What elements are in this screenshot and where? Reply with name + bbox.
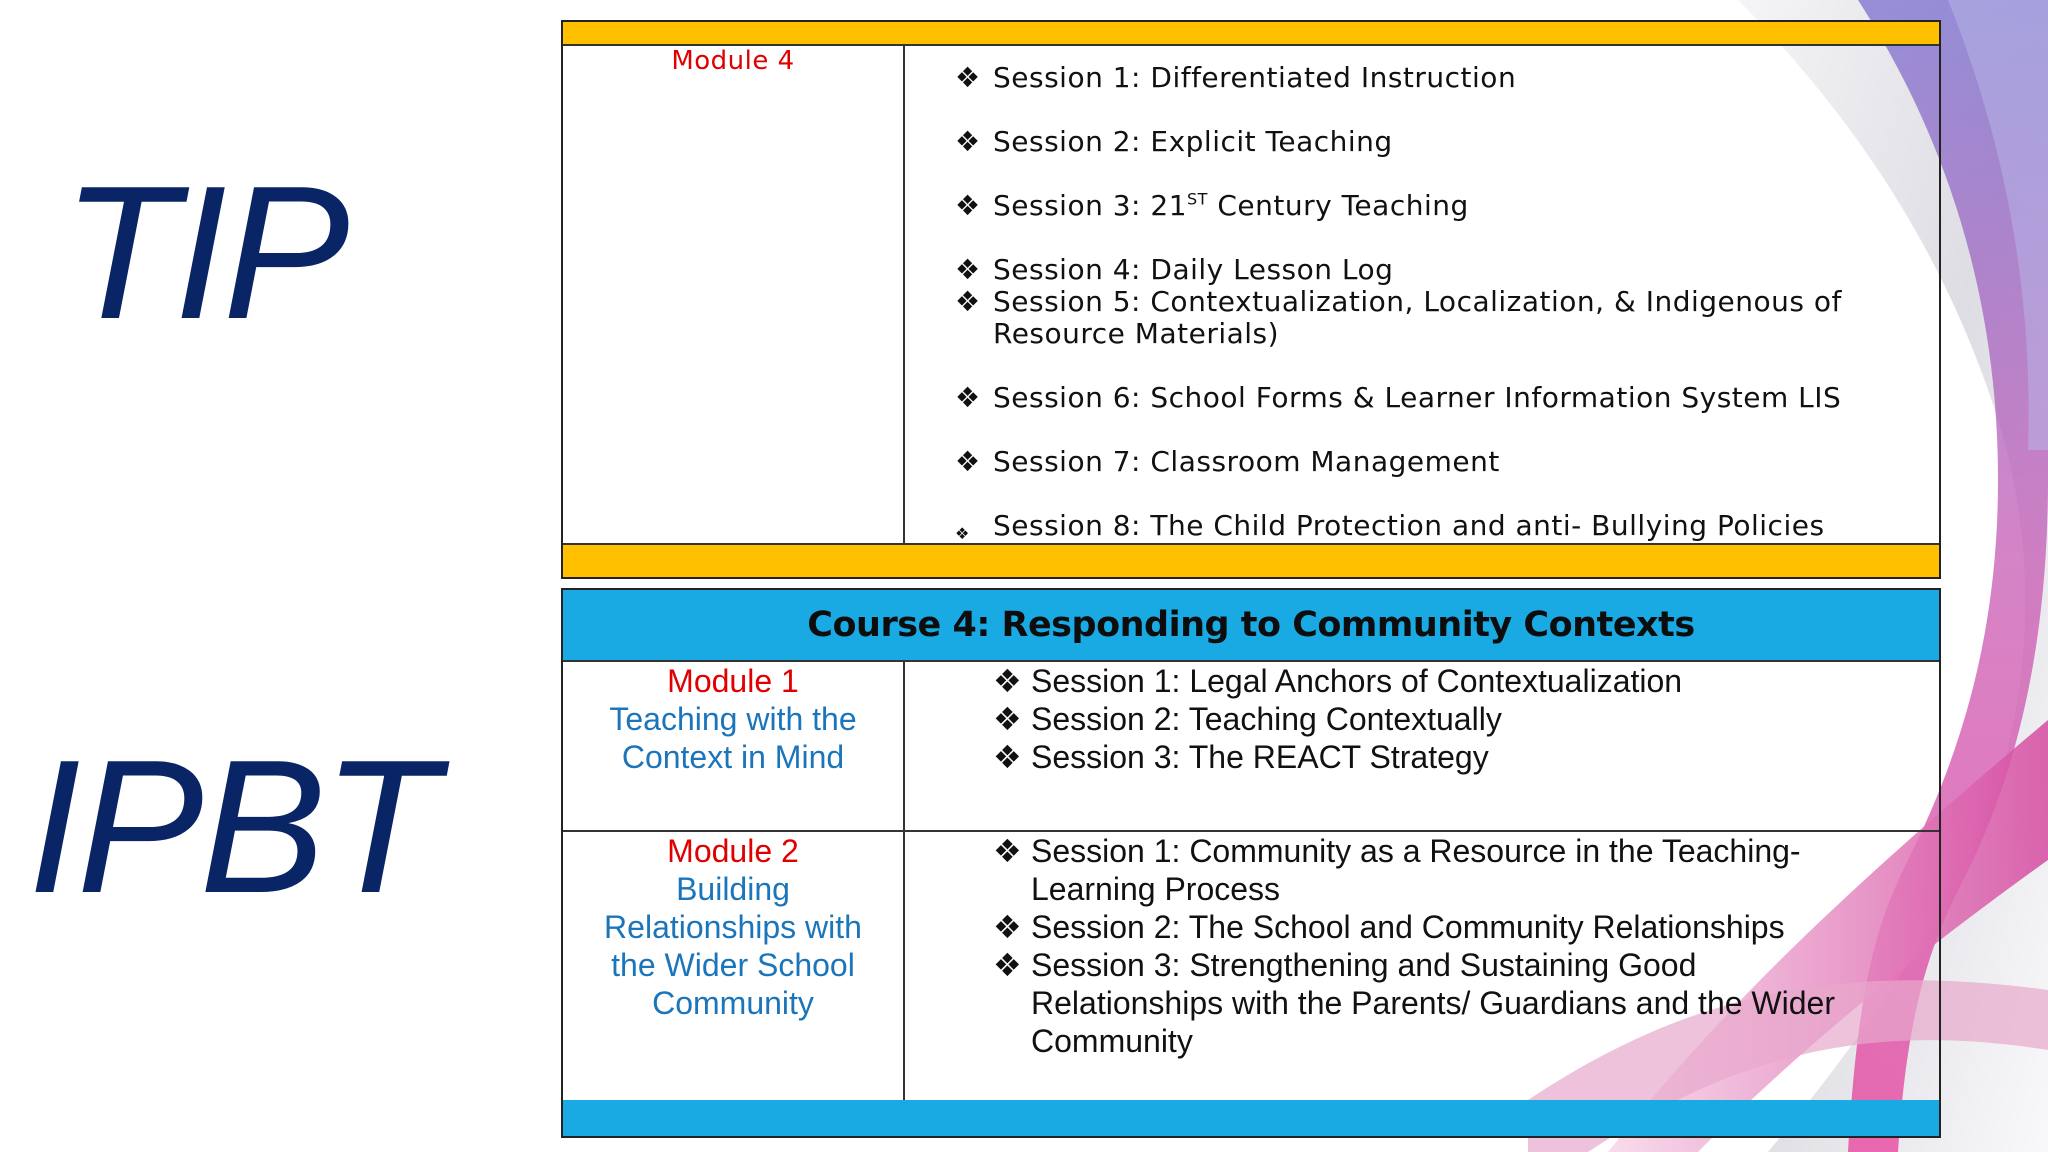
module-1-title-line: Teaching with the [609, 701, 857, 737]
list-item: ❖ Session 6: School Forms & Learner Information System LIS [955, 381, 1842, 414]
ipbt-course-table [561, 588, 1941, 1138]
bottom-blue-bar [563, 1100, 1939, 1136]
list-item: ❖ Session 3: The REACT Strategy [993, 739, 1489, 775]
list-item: ❖ Session 7: Classroom Management [955, 445, 1500, 478]
ipbt-title: IPBT [28, 721, 435, 933]
module-1-cell [563, 662, 903, 776]
diamond-bullet-icon: ❖ [993, 947, 1022, 983]
diamond-bullet-icon: ❖ [993, 663, 1022, 699]
tip-title: TIP [62, 147, 346, 359]
course-title: Course 4: Responding to Community Contexts [807, 605, 1695, 645]
list-item: ❖ Session 2: Explicit Teaching [955, 125, 1393, 158]
module-1-title-line: Context in Mind [621, 739, 845, 775]
module-2-label: Module 2 [667, 833, 799, 869]
list-item: ❖ Session 1: Community as a Resource in the Teaching- Learning Process [993, 833, 1801, 907]
diamond-bullet-icon: ❖ [955, 125, 981, 158]
list-item: ❖ Session 2: The School and Community Relationships [993, 909, 1785, 945]
module-2-session-list [993, 832, 1931, 1060]
bottom-yellow-bar [563, 545, 1939, 577]
top-yellow-bar [563, 22, 1939, 44]
diamond-bullet-icon: ❖ [955, 285, 981, 318]
list-item: ❖ Session 2: Teaching Contextually [993, 701, 1502, 737]
module-2-title-line: Community [652, 985, 814, 1021]
diamond-bullet-icon: ❖ [993, 833, 1022, 869]
list-item: ❖ Session 5: Contextualization, Localization, & Indigenous of Resource Materials) [955, 285, 1842, 350]
list-item: ❖ Session 1: Legal Anchors of Contextualization [993, 663, 1683, 699]
diamond-bullet-icon: ❖ [993, 739, 1022, 775]
diamond-bullet-icon: ❖ [955, 189, 981, 222]
diamond-bullet-icon: ❖ [955, 61, 981, 94]
list-item: ❖ Session 4: Daily Lesson Log [955, 253, 1394, 286]
diamond-bullet-icon: ❖ [955, 524, 970, 543]
diamond-bullet-icon: ❖ [993, 701, 1022, 737]
module-2-title-line: Building [676, 871, 790, 907]
module-1-label: Module 1 [667, 663, 799, 699]
list-item: ❖ Session 8: The Child Protection and anti- Bullying Policies [993, 510, 1933, 542]
module-2-cell [563, 832, 903, 1022]
tip-session-list [955, 61, 1933, 543]
list-item: ❖ Session 1: Differentiated Instruction [955, 61, 1517, 94]
list-item: ❖ Session 3: 21ST Century Teaching [955, 189, 1469, 222]
diamond-bullet-icon: ❖ [955, 381, 981, 414]
module-1-session-list [993, 662, 1931, 776]
module-2-title-line: Relationships with [604, 909, 862, 945]
diamond-bullet-icon: ❖ [993, 909, 1022, 945]
module-2-title-line: the Wider School [611, 947, 855, 983]
list-item: ❖ Session 3: Strengthening and Sustaining Good Relationships with the Parents/ Guardians and the Wider Community [993, 947, 1835, 1059]
module-4-label: Module 4 [671, 46, 795, 76]
diamond-bullet-icon: ❖ [955, 253, 981, 286]
diamond-bullet-icon: ❖ [955, 445, 981, 478]
tip-module-table [561, 20, 1941, 579]
